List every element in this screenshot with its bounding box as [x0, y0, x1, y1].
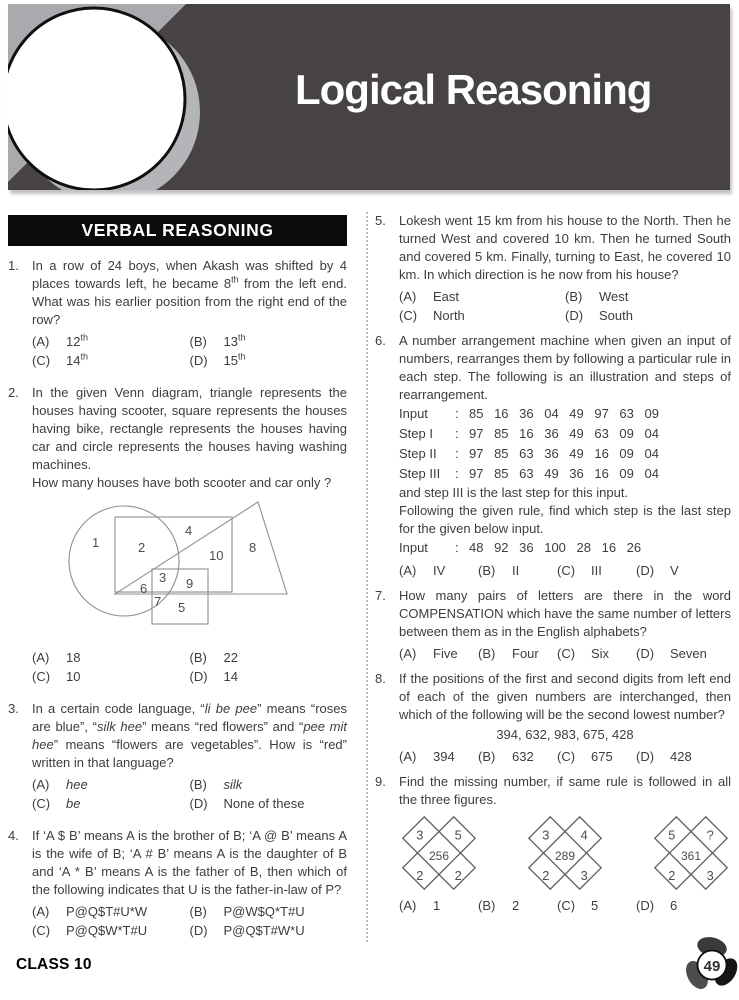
- question-number: 4.: [8, 828, 19, 843]
- option-c: (C) 675: [557, 749, 613, 764]
- option-c: (C) 10: [32, 669, 81, 684]
- svg-text:2: 2: [454, 868, 462, 884]
- question-6: [375, 332, 731, 580]
- question-text-2: Following the given rule, find which step is the last step for the given below input.: [399, 503, 731, 536]
- svg-text:2: 2: [416, 868, 424, 884]
- io-row-step2: Step II : 97 85 63 36 49 16 09 04: [399, 446, 659, 461]
- io-row-input: Input : 85 16 36 04 49 97 63 09: [399, 406, 659, 421]
- option-d: (D) 15th: [189, 351, 246, 368]
- question-number: 3.: [8, 701, 19, 716]
- question-number: 2.: [8, 385, 19, 400]
- io-row-input2: Input : 48 92 36 100 28 16 26: [399, 540, 642, 555]
- question-number: 1.: [8, 258, 19, 273]
- question-text: Find the missing number, if same rule is followed in all the three figures.: [399, 774, 731, 807]
- question-number: 5.: [375, 213, 386, 228]
- question-text: If the positions of the first and second digits from left end of each of the given numbers are interchanged, then which of the following will be the second lowest number?: [399, 671, 731, 722]
- svg-text:5: 5: [454, 827, 462, 843]
- question-1: [8, 257, 347, 370]
- io-row-step1: Step I : 97 85 16 36 49 63 09 04: [399, 426, 659, 441]
- banner-circle: [8, 8, 185, 190]
- given-numbers: 394, 632, 983, 675, 428: [496, 727, 634, 742]
- cross-figure-3: [651, 813, 731, 893]
- option-c: (C) 14th: [32, 351, 88, 368]
- option-b: (B) 22: [189, 650, 238, 665]
- option-b: (B) 632: [478, 749, 534, 764]
- option-b: (B) silk: [189, 777, 243, 792]
- svg-text:256: 256: [428, 849, 450, 864]
- svg-text:3: 3: [542, 827, 550, 843]
- page-number-badge: [686, 936, 738, 994]
- svg-text:361: 361: [680, 849, 702, 864]
- question-9: [375, 773, 731, 915]
- svg-text:8: 8: [249, 540, 257, 555]
- svg-text:3: 3: [706, 868, 714, 884]
- option-c: (C) be: [32, 796, 81, 811]
- question-3: [8, 700, 347, 813]
- option-a: (A) P@Q$T#U*W: [32, 904, 148, 919]
- question-4: [8, 827, 347, 940]
- option-a: (A) 1: [399, 898, 441, 913]
- question-text: A number arrangement machine when given an input of numbers, rearranges them by following a particular rule in each step. The following is an illustration and steps of rearrangement.: [399, 333, 731, 402]
- question-text: If ‘A $ B’ means A is the brother of B; ‘A @ B’ means A is the wife of B; ‘A # B’ means A is the daughter of B and ‘A * B’ means A is the father of B, then which of the following indicates that U is the father-in-law of P?: [32, 828, 347, 897]
- svg-text:3: 3: [159, 570, 167, 585]
- svg-text:2: 2: [542, 868, 550, 884]
- right-column: [375, 212, 731, 922]
- option-d: (D) 428: [636, 749, 692, 764]
- question-number: 9.: [375, 774, 386, 789]
- svg-text:3: 3: [580, 868, 588, 884]
- option-c: (C) P@Q$W*T#U: [32, 923, 148, 938]
- svg-text:1: 1: [92, 535, 100, 550]
- svg-text:7: 7: [154, 594, 162, 609]
- question-5: [375, 212, 731, 325]
- option-b: (B) 13th: [189, 332, 246, 349]
- svg-text:2: 2: [138, 540, 146, 555]
- option-a: (A) hee: [32, 777, 88, 792]
- question-text: How many pairs of letters are there in the word COMPENSATION which have the same number of letters between them as in the English alphabets?: [399, 588, 731, 639]
- cross-figure-2: [525, 813, 605, 893]
- option-b: (B) Four: [478, 646, 539, 661]
- chapter-banner: [8, 4, 730, 190]
- svg-text:2: 2: [668, 868, 676, 884]
- question-number: 6.: [375, 333, 386, 348]
- question-7: [375, 587, 731, 663]
- option-c: (C) III: [557, 563, 602, 578]
- option-c: (C) North: [399, 308, 465, 323]
- option-d: (D) South: [565, 308, 633, 323]
- option-a: (A) East: [399, 289, 460, 304]
- option-b: (B) P@W$Q*T#U: [189, 904, 305, 919]
- svg-text:6: 6: [140, 581, 148, 596]
- svg-text:10: 10: [209, 548, 224, 563]
- option-d: (D) Seven: [636, 646, 707, 661]
- svg-text:4: 4: [185, 523, 193, 538]
- badge-logo: [686, 936, 738, 994]
- question-8: [375, 670, 731, 766]
- column-divider: [366, 212, 368, 942]
- option-c: (C) Six: [557, 646, 610, 661]
- class-label: CLASS 10: [16, 956, 92, 973]
- svg-text:4: 4: [580, 827, 588, 843]
- option-d: (D) 14: [189, 669, 238, 684]
- option-d: (D) 6: [636, 898, 678, 913]
- option-a: (A) 12th: [32, 332, 88, 349]
- svg-text:289: 289: [554, 849, 576, 864]
- step-note: and step III is the last step for this input.: [399, 485, 629, 500]
- option-d: (D) V: [636, 563, 679, 578]
- section-header: [8, 215, 347, 246]
- question-text: In the given Venn diagram, triangle represents the houses having scooter, square represents the houses having bike, rectangle represents the houses having car and circle represents the houses having washing machines.: [32, 385, 347, 472]
- section-title: VERBAL REASONING: [81, 220, 274, 240]
- question-2: [8, 384, 347, 686]
- option-a: (A) IV: [399, 563, 446, 578]
- left-column: [8, 257, 347, 954]
- option-b: (B) II: [478, 563, 520, 578]
- question-number: 8.: [375, 671, 386, 686]
- option-a: (A) 394: [399, 749, 455, 764]
- option-b: (B) 2: [478, 898, 520, 913]
- cross-figure-1: [399, 813, 479, 893]
- svg-text:3: 3: [416, 827, 424, 843]
- question-text: In a row of 24 boys, when Akash was shifted by 4 places towards left, he became 8th from the left end. What was his earlier position from the right end of the row?: [32, 258, 347, 327]
- question-text: In a certain code language, “li be pee” means “roses are blue”, “silk hee” means “red flowers” and “pee mit hee” means “flowers are vegetables”. How is “red” written in that language?: [32, 701, 347, 770]
- option-a: (A) Five: [399, 646, 458, 661]
- question-subtext: How many houses have both scooter and car only ?: [32, 475, 332, 490]
- option-d: (D) None of these: [189, 796, 305, 811]
- question-text: Lokesh went 15 km from his house to the North. Then he turned West and covered 10 km. Then he turned South and covered 5 km. Finally, turning to East, he covered 10 km. In which direction is he now from his house?: [399, 213, 731, 282]
- svg-text:5: 5: [178, 600, 186, 615]
- figure-row: [399, 813, 731, 893]
- page-title: Logical Reasoning: [295, 66, 652, 113]
- venn-circle-washing-machines: [69, 506, 179, 616]
- venn-diagram: [64, 499, 347, 644]
- option-b: (B) West: [565, 289, 629, 304]
- svg-text:9: 9: [186, 576, 194, 591]
- svg-text:5: 5: [668, 827, 676, 843]
- io-row-step3: Step III : 97 85 63 49 36 16 09 04: [399, 466, 659, 481]
- option-a: (A) 18: [32, 650, 81, 665]
- option-d: (D) P@Q$T#W*U: [189, 923, 305, 938]
- question-number: 7.: [375, 588, 386, 603]
- svg-text:?: ?: [706, 827, 714, 843]
- page-number: 49: [703, 958, 721, 975]
- option-c: (C) 5: [557, 898, 599, 913]
